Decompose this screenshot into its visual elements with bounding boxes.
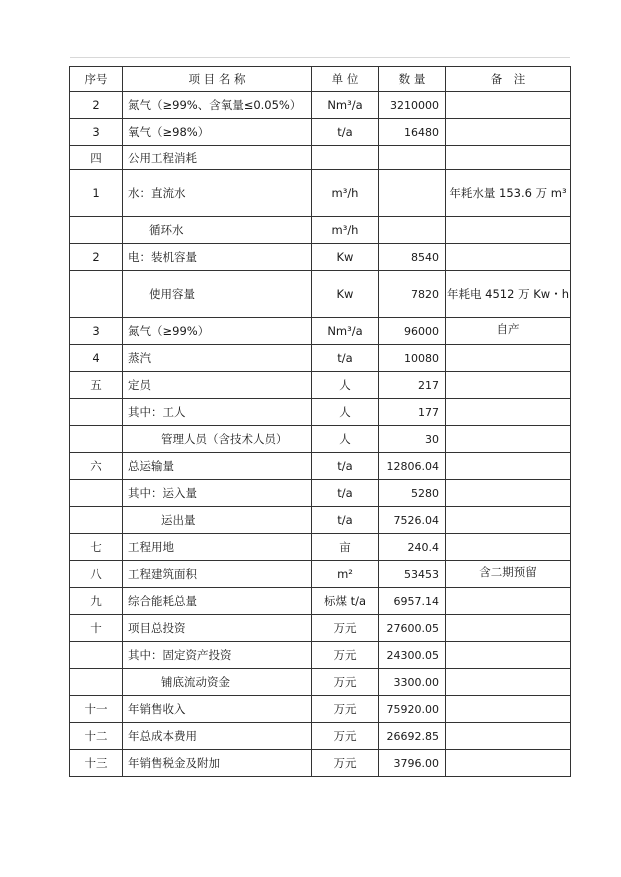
- row-no: [70, 507, 123, 534]
- row-unit: 万元: [312, 696, 379, 723]
- row-name: 氧气（≥98%）: [123, 119, 312, 146]
- row-qty: 12806.04: [379, 453, 446, 480]
- row-no: 十: [70, 615, 123, 642]
- row-name: 总运输量: [123, 453, 312, 480]
- row-unit: 人: [312, 399, 379, 426]
- row-note: [446, 480, 571, 507]
- row-no: 七: [70, 534, 123, 561]
- project-summary-table: [69, 66, 571, 777]
- row-no: 十一: [70, 696, 123, 723]
- row-unit: 万元: [312, 750, 379, 777]
- table-row: [70, 723, 571, 750]
- row-qty: [379, 217, 446, 244]
- row-name: 循环水: [123, 217, 312, 244]
- row-unit: t/a: [312, 480, 379, 507]
- row-note: [446, 615, 571, 642]
- row-name: 蒸汽: [123, 345, 312, 372]
- row-name: 氮气（≥99%）: [123, 318, 312, 345]
- row-note: [446, 372, 571, 399]
- row-unit: t/a: [312, 507, 379, 534]
- row-qty: 53453: [379, 561, 446, 588]
- row-name: 项目总投资: [123, 615, 312, 642]
- row-note: [446, 453, 571, 480]
- row-name: 工程建筑面积: [123, 561, 312, 588]
- row-name: 其中：固定资产投资: [123, 642, 312, 669]
- row-note: [446, 217, 571, 244]
- row-note: [446, 723, 571, 750]
- table-row: [70, 170, 571, 217]
- table-row: [70, 318, 571, 345]
- table-row: [70, 561, 571, 588]
- header-qty: 数 量: [379, 67, 446, 92]
- row-unit: 亩: [312, 534, 379, 561]
- row-name: 年销售收入: [123, 696, 312, 723]
- row-name: 工程用地: [123, 534, 312, 561]
- row-qty: 3210000: [379, 92, 446, 119]
- row-note: 自产: [446, 318, 571, 345]
- row-name: 公用工程消耗: [123, 146, 312, 170]
- row-no: 2: [70, 92, 123, 119]
- table-row: [70, 119, 571, 146]
- row-qty: 30: [379, 426, 446, 453]
- row-unit: m²: [312, 561, 379, 588]
- row-name: 定员: [123, 372, 312, 399]
- row-name: 运出量: [123, 507, 312, 534]
- row-qty: 6957.14: [379, 588, 446, 615]
- row-qty: 24300.05: [379, 642, 446, 669]
- row-qty: 240.4: [379, 534, 446, 561]
- row-note: 含二期预留: [446, 561, 571, 588]
- row-note: [446, 696, 571, 723]
- row-no: 九: [70, 588, 123, 615]
- row-no: [70, 480, 123, 507]
- table-row: [70, 588, 571, 615]
- row-qty: 16480: [379, 119, 446, 146]
- table-row: [70, 146, 571, 170]
- table-row: [70, 271, 571, 318]
- row-no: 4: [70, 345, 123, 372]
- row-no: 1: [70, 170, 123, 217]
- row-unit: 标煤 t/a: [312, 588, 379, 615]
- row-name: 氮气（≥99%、含氧量≤0.05%）: [123, 92, 312, 119]
- row-note: [446, 534, 571, 561]
- table-row: [70, 426, 571, 453]
- row-unit: Nm³/a: [312, 318, 379, 345]
- row-no: 六: [70, 453, 123, 480]
- row-qty: 7820: [379, 271, 446, 318]
- table-row: [70, 669, 571, 696]
- table-row: [70, 750, 571, 777]
- row-no: [70, 669, 123, 696]
- table-row: [70, 92, 571, 119]
- row-qty: 177: [379, 399, 446, 426]
- row-name: 管理人员（含技术人员）: [123, 426, 312, 453]
- row-no: 3: [70, 318, 123, 345]
- page-header-rule: [70, 57, 570, 58]
- row-note: [446, 588, 571, 615]
- row-name: 使用容量: [123, 271, 312, 318]
- row-name: 年总成本费用: [123, 723, 312, 750]
- row-qty: 5280: [379, 480, 446, 507]
- row-no: 八: [70, 561, 123, 588]
- row-note: [446, 244, 571, 271]
- table-row: [70, 534, 571, 561]
- row-no: 3: [70, 119, 123, 146]
- row-no: [70, 399, 123, 426]
- table-row: [70, 453, 571, 480]
- table-row: [70, 615, 571, 642]
- row-unit: 人: [312, 372, 379, 399]
- row-unit: t/a: [312, 345, 379, 372]
- row-unit: m³/h: [312, 217, 379, 244]
- row-note: 年耗电 4512 万 Kw・h: [446, 271, 571, 318]
- table-row: [70, 372, 571, 399]
- row-no: 2: [70, 244, 123, 271]
- header-unit: 单 位: [312, 67, 379, 92]
- row-unit: m³/h: [312, 170, 379, 217]
- row-qty: 217: [379, 372, 446, 399]
- row-name: 水：直流水: [123, 170, 312, 217]
- row-unit: 万元: [312, 615, 379, 642]
- row-note: [446, 642, 571, 669]
- row-unit: 人: [312, 426, 379, 453]
- table-row: [70, 345, 571, 372]
- row-no: 十三: [70, 750, 123, 777]
- row-no: [70, 217, 123, 244]
- table-row: [70, 507, 571, 534]
- row-no: 四: [70, 146, 123, 170]
- row-note: [446, 750, 571, 777]
- row-unit: Kw: [312, 244, 379, 271]
- row-qty: 3796.00: [379, 750, 446, 777]
- table-row: [70, 480, 571, 507]
- row-unit: t/a: [312, 453, 379, 480]
- row-note: [446, 345, 571, 372]
- row-unit: Nm³/a: [312, 92, 379, 119]
- table-row: [70, 642, 571, 669]
- row-qty: 3300.00: [379, 669, 446, 696]
- row-note: [446, 426, 571, 453]
- table-row: [70, 217, 571, 244]
- row-note: [446, 399, 571, 426]
- row-unit: 万元: [312, 642, 379, 669]
- table-row: [70, 696, 571, 723]
- row-name: 电：装机容量: [123, 244, 312, 271]
- header-name: 项 目 名 称: [123, 67, 312, 92]
- row-name: 综合能耗总量: [123, 588, 312, 615]
- row-no: 十二: [70, 723, 123, 750]
- row-note: [446, 92, 571, 119]
- row-note: [446, 507, 571, 534]
- row-qty: 75920.00: [379, 696, 446, 723]
- row-no: [70, 642, 123, 669]
- row-unit: t/a: [312, 119, 379, 146]
- table-row: [70, 399, 571, 426]
- row-qty: 7526.04: [379, 507, 446, 534]
- row-note: [446, 146, 571, 170]
- row-no: [70, 426, 123, 453]
- row-name: 铺底流动资金: [123, 669, 312, 696]
- row-qty: [379, 170, 446, 217]
- row-name: 年销售税金及附加: [123, 750, 312, 777]
- header-note: 备 注: [446, 67, 571, 92]
- row-no: 五: [70, 372, 123, 399]
- table-header-row: [70, 67, 571, 92]
- header-no: 序号: [70, 67, 123, 92]
- row-qty: [379, 146, 446, 170]
- row-qty: 10080: [379, 345, 446, 372]
- row-unit: [312, 146, 379, 170]
- row-unit: Kw: [312, 271, 379, 318]
- row-no: [70, 271, 123, 318]
- row-qty: 96000: [379, 318, 446, 345]
- row-note: 年耗水量 153.6 万 m³: [446, 170, 571, 217]
- row-qty: 27600.05: [379, 615, 446, 642]
- row-note: [446, 669, 571, 696]
- row-note: [446, 119, 571, 146]
- row-name: 其中：运入量: [123, 480, 312, 507]
- row-unit: 万元: [312, 669, 379, 696]
- table-row: [70, 244, 571, 271]
- row-name: 其中：工人: [123, 399, 312, 426]
- row-unit: 万元: [312, 723, 379, 750]
- row-qty: 26692.85: [379, 723, 446, 750]
- row-qty: 8540: [379, 244, 446, 271]
